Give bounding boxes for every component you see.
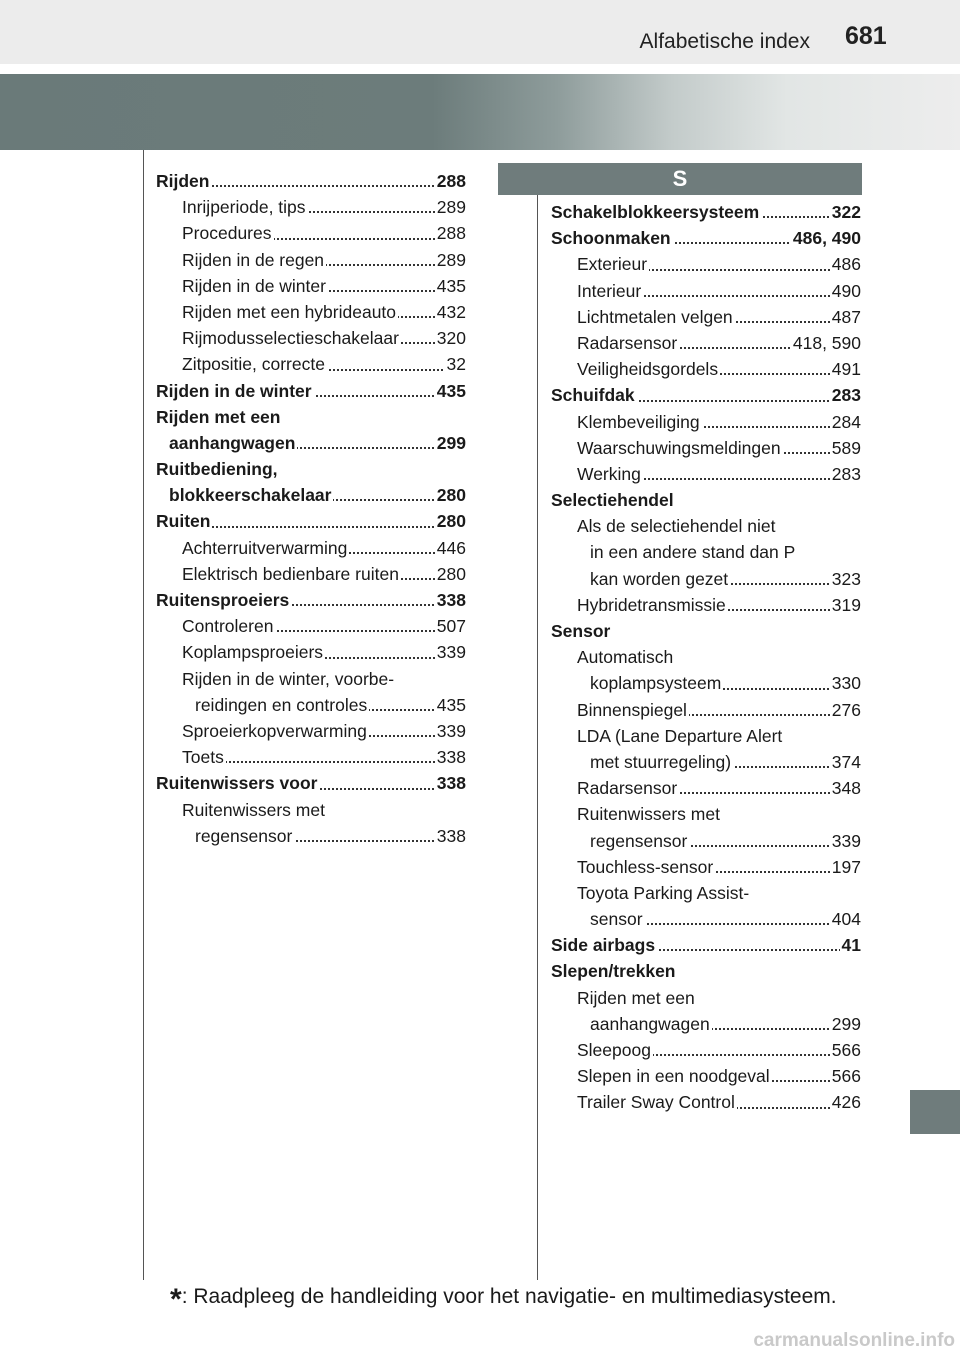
index-entry [156,299,466,325]
index-entry-page: 487 [830,304,861,330]
index-entry-term: Selectiehendel [551,487,676,513]
index-entry-term: Rijden in de regen [182,247,326,273]
index-entry-term: Interieur [577,278,643,304]
index-entry-term: Elektrisch bedienbare ruiten [182,561,401,587]
index-entry [551,513,861,539]
index-entry-term: Side airbags [551,932,657,958]
index-entry-page: 418, 590 [791,330,861,356]
index-entry-page: 323 [830,566,861,592]
index-entry [551,330,861,356]
index-entry-page: 289 [435,194,466,220]
index-entry-term: Sensor [551,618,612,644]
index-entry [156,194,466,220]
index-entry-page: 566 [830,1063,861,1089]
index-entry-page: 320 [435,325,466,351]
index-entry [156,744,466,770]
index-entry [551,225,861,251]
index-entry [551,670,861,696]
index-entry-term: Procedures [182,220,274,246]
index-entry-term: Koplampsproeiers [182,639,325,665]
index-entry [156,430,466,456]
footnote-text: : Raadpleeg de handleiding voor het navigatie- en multimediasysteem. [181,1285,837,1308]
index-entry [551,251,861,277]
index-entry-page: 426 [830,1089,861,1115]
index-entry-term: Rijden in de winter [182,273,328,299]
index-entry-term: Rijden met een [156,404,282,430]
index-entry-term: Inrijperiode, tips [182,194,308,220]
index-entry [551,749,861,775]
index-entry-term: Rijden in de winter, voorbe- [182,666,396,692]
index-entry [551,1063,861,1089]
index-entry [156,351,466,377]
index-entry [156,273,466,299]
index-entry [156,456,466,482]
index-entry-page: 374 [830,749,861,775]
index-entry-term: Rijden [156,168,211,194]
index-entry [156,508,466,534]
chapter-tab [910,1090,960,1134]
leader-dots [186,761,466,763]
index-entry [156,561,466,587]
index-entry-page: 432 [435,299,466,325]
index-entry-page: 338 [435,744,466,770]
index-entry-term: Sleepoog [577,1037,653,1063]
index-entry-page: 280 [435,508,466,534]
index-entry-page: 284 [830,409,861,435]
index-entry [551,880,861,906]
index-entry-term: Radarsensor [577,330,679,356]
index-entry-term: Rijden in de winter [156,378,314,404]
index-entry-page: 339 [435,639,466,665]
index-entry-term: Ruitenwissers met [182,797,327,823]
index-entry [156,692,466,718]
index-entry-page: 338 [435,823,466,849]
index-entry-term: reidingen en controles [195,692,369,718]
letter-section-header: S [498,163,862,195]
index-entry [156,613,466,639]
center-column-rule [537,195,538,1280]
index-entry-term: Schakelblokkeersysteem [551,199,761,225]
index-entry-term: Lichtmetalen velgen [577,304,735,330]
index-entry-page: 486 [830,251,861,277]
index-entry-page: 338 [435,770,466,796]
index-entry-page: 299 [830,1011,861,1037]
index-entry [551,1089,861,1115]
index-entry-page: 288 [435,168,466,194]
index-entry-page: 280 [435,482,466,508]
index-entry [551,958,861,984]
index-entry-page: 589 [830,435,861,461]
index-entry-term: regensensor [195,823,294,849]
index-entry-term: Veiligheidsgordels [577,356,720,382]
index-entry-term: aanhangwagen [590,1011,712,1037]
index-entry-page: 486, 490 [791,225,861,251]
index-entry [551,775,861,801]
index-entry-term: Controleren [182,613,275,639]
index-entry-term: Slepen/trekken [551,958,678,984]
footnote [170,1283,870,1317]
index-entry [551,356,861,382]
index-entry [551,618,861,644]
index-entry [156,587,466,613]
index-entry [551,539,861,565]
section-title: Alfabetische index [639,30,810,53]
index-entry [551,644,861,670]
index-entry [551,199,861,225]
index-entry-page: 330 [830,670,861,696]
index-entry [551,435,861,461]
index-entry [551,985,861,1011]
index-entry [551,723,861,749]
index-entry [156,378,466,404]
index-entry [156,220,466,246]
index-entry [551,801,861,827]
index-entry-term: Ruiten [156,508,212,534]
index-entry-page: 197 [830,854,861,880]
index-entry-page: 338 [435,587,466,613]
left-column-rule [143,150,144,1280]
index-entry-page: 404 [830,906,861,932]
index-entry-term: Achterruitverwarming [182,535,349,561]
index-entry-page: 566 [830,1037,861,1063]
index-entry-page: 41 [840,932,861,958]
index-entry-term: sensor [590,906,645,932]
index-entry [551,566,861,592]
index-entry-term: regensensor [590,828,689,854]
index-entry [551,487,861,513]
header-banner [0,74,960,150]
index-entry-term: Ruitenwissers voor [156,770,319,796]
index-entry [551,382,861,408]
index-entry-term: Slepen in een noodgeval [577,1063,772,1089]
index-entry-term: LDA (Lane Departure Alert [577,723,784,749]
index-entry [156,770,466,796]
watermark: carmanualsonline.info [753,1330,955,1351]
index-entry [156,482,466,508]
index-entry-page: 280 [435,561,466,587]
index-entry-page: 283 [830,382,861,408]
index-entry-term: koplampsysteem [590,670,723,696]
index-entry-page: 348 [830,775,861,801]
index-entry-term: Klembeveiliging [577,409,702,435]
index-entry-term: Hybridetransmissie [577,592,728,618]
index-entry-term: Zitpositie, correcte [182,351,327,377]
index-entry-page: 491 [830,356,861,382]
index-entry [156,639,466,665]
index-entry-term: Touchless-sensor [577,854,715,880]
index-entry-page: 435 [435,378,466,404]
index-entry-term: in een andere stand dan P [590,539,797,565]
footnote-symbol: * [170,1283,182,1316]
index-entry-term: Ruitensproeiers [156,587,291,613]
index-entry-page: 322 [830,199,861,225]
index-entry-page: 339 [830,828,861,854]
index-entry-page: 435 [435,273,466,299]
index-entry-term: Rijden met een hybrideauto [182,299,398,325]
index-entry [156,823,466,849]
index-entry [551,854,861,880]
index-column-right [551,199,861,1116]
index-entry-term: Toets [182,744,226,770]
index-entry-term: aanhangwagen [169,430,297,456]
index-entry [551,828,861,854]
index-entry-term: Ruitenwissers met [577,801,722,827]
index-entry [156,404,466,430]
index-entry [156,718,466,744]
page-header-bar [0,0,960,64]
index-entry-page: 276 [830,697,861,723]
index-entry-term: Binnenspiegel [577,697,689,723]
index-entry-term: Waarschuwingsmeldingen [577,435,783,461]
index-entry-page: 319 [830,592,861,618]
index-entry [156,535,466,561]
index-entry-page: 289 [435,247,466,273]
index-entry-term: Schoonmaken [551,225,673,251]
index-entry [551,592,861,618]
index-entry-page: 283 [830,461,861,487]
index-entry [551,278,861,304]
index-entry-page: 288 [435,220,466,246]
index-entry-page: 507 [435,613,466,639]
index-entry-term: Werking [577,461,643,487]
index-entry-term: Toyota Parking Assist- [577,880,751,906]
index-entry-term: Rijden met een [577,985,697,1011]
index-entry [551,697,861,723]
index-entry-page: 32 [445,351,466,377]
index-entry [156,666,466,692]
index-entry-term: Rijmodusselectieschakelaar [182,325,401,351]
index-column-left [156,168,466,849]
index-entry [551,461,861,487]
index-entry-term: Radarsensor [577,775,679,801]
index-entry-term: Als de selectiehendel niet [577,513,777,539]
index-entry-page: 435 [435,692,466,718]
index-entry-page: 490 [830,278,861,304]
index-entry-page: 339 [435,718,466,744]
index-entry [156,168,466,194]
index-entry-term: Exterieur [577,251,649,277]
index-entry-term: Automatisch [577,644,675,670]
index-entry-term: blokkeerschakelaar [169,482,333,508]
index-entry-term: met stuurregeling) [590,749,733,775]
index-entry [551,932,861,958]
index-entry-term: Trailer Sway Control [577,1089,737,1115]
index-entry [551,1037,861,1063]
index-entry [156,325,466,351]
index-entry-page: 446 [435,535,466,561]
index-entry [551,906,861,932]
index-entry [551,1011,861,1037]
index-entry-term: Sproeierkopverwarming [182,718,369,744]
index-entry [156,247,466,273]
index-entry-term: kan worden gezet [590,566,730,592]
index-entry [156,797,466,823]
index-entry [551,304,861,330]
index-entry-term: Ruitbediening, [156,456,280,482]
page-number: 681 [845,22,887,50]
index-entry-page: 299 [435,430,466,456]
index-entry-term: Schuifdak [551,382,637,408]
index-entry [551,409,861,435]
